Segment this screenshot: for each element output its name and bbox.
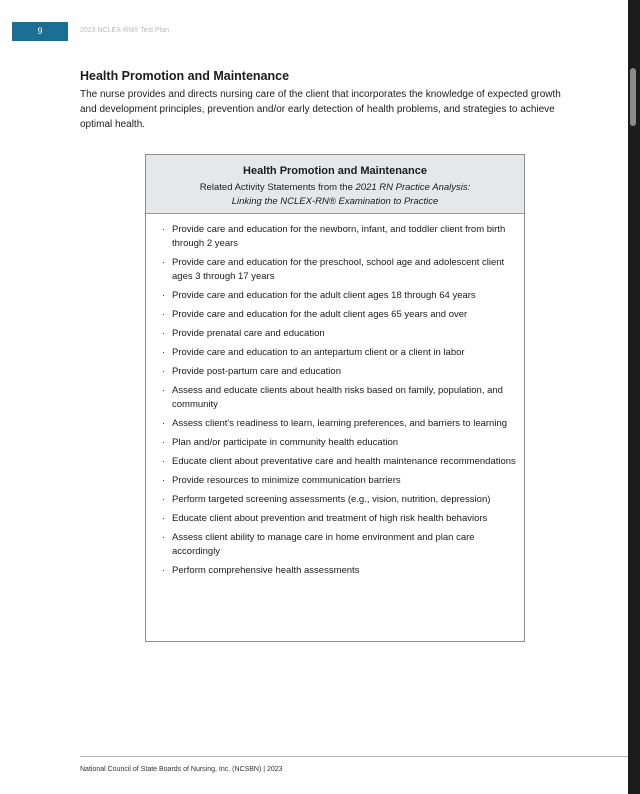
- list-item: [162, 564, 516, 578]
- list-item-text: Provide care and education for the adult client ages 18 through 64 years: [172, 290, 476, 301]
- list-item-text: Plan and/or participate in community health education: [172, 437, 399, 448]
- list-item-text: Assess client ability to manage care in home environment and plan care accordingly: [172, 532, 475, 557]
- bullet-icon: ·: [162, 290, 166, 301]
- activity-list: [146, 214, 524, 578]
- box-header: [146, 155, 524, 214]
- box-subtitle-prefix: Related Activity Statements from the: [199, 182, 356, 193]
- activity-statements-box: [145, 154, 525, 642]
- list-item-text: Provide resources to minimize communication barriers: [172, 475, 401, 486]
- list-item-text: Provide post-partum care and education: [172, 366, 341, 377]
- bullet-icon: ·: [162, 224, 166, 235]
- bullet-icon: ·: [162, 532, 166, 543]
- list-item-text: Perform comprehensive health assessments: [172, 565, 360, 576]
- running-header: 2023 NCLEX-RN® Test Plan: [80, 27, 170, 34]
- list-item-text: Perform targeted screening assessments (e.g., vision, nutrition, depression): [172, 494, 491, 505]
- box-subtitle-italic-1: 2021 RN Practice Analysis:: [355, 182, 471, 193]
- bullet-icon: ·: [162, 456, 166, 467]
- list-item: [162, 256, 516, 284]
- list-item: [162, 417, 516, 431]
- list-item: [162, 474, 516, 488]
- list-item-text: Provide care and education for the newborn, infant, and toddler client from birth through 2 years: [172, 224, 506, 249]
- bullet-icon: ·: [162, 494, 166, 505]
- bullet-icon: ·: [162, 565, 166, 576]
- list-item: [162, 289, 516, 303]
- list-item: [162, 365, 516, 379]
- box-subtitle: [146, 181, 524, 209]
- list-item: [162, 531, 516, 559]
- bullet-icon: ·: [162, 328, 166, 339]
- bullet-icon: ·: [162, 257, 166, 268]
- list-item-text: Provide care and education to an antepartum client or a client in labor: [172, 347, 465, 358]
- list-item: [162, 436, 516, 450]
- bullet-icon: ·: [162, 475, 166, 486]
- list-item: [162, 455, 516, 469]
- list-item-text: Educate client about preventative care and health maintenance recommendations: [172, 456, 516, 467]
- bullet-icon: ·: [162, 347, 166, 358]
- bullet-icon: ·: [162, 385, 166, 396]
- list-item: [162, 223, 516, 251]
- section-intro: The nurse provides and directs nursing care of the client that incorporates the knowledge of expected growth and development principles, prevention and/or early detection of health problems, and strategies to achieve optimal health.: [80, 89, 561, 130]
- list-item: [162, 384, 516, 412]
- list-item-text: Assess and educate clients about health risks based on family, population, and community: [172, 385, 503, 410]
- scrollbar-thumb[interactable]: [630, 68, 636, 126]
- box-subtitle-italic-2: Linking the NCLEX-RN® Examination to Practice: [231, 196, 439, 207]
- vertical-scrollbar[interactable]: [628, 0, 640, 794]
- list-item: [162, 308, 516, 322]
- bullet-icon: ·: [162, 366, 166, 377]
- list-item-text: Assess client's readiness to learn, learning preferences, and barriers to learning: [172, 418, 508, 429]
- footer-text: National Council of State Boards of Nursing, Inc. (NCSBN) | 2023: [80, 766, 283, 773]
- list-item: [162, 512, 516, 526]
- list-item: [162, 493, 516, 507]
- list-item-text: Educate client about prevention and treatment of high risk health behaviors: [172, 513, 488, 524]
- bullet-icon: ·: [162, 309, 166, 320]
- page-number-tab: 9: [12, 22, 68, 41]
- list-item-text: Provide care and education for the adult client ages 65 years and over: [172, 309, 468, 320]
- bullet-icon: ·: [162, 437, 166, 448]
- bullet-icon: ·: [162, 418, 166, 429]
- list-item-text: Provide care and education for the preschool, school age and adolescent client ages 3 through 17 years: [172, 257, 505, 282]
- footer-divider: [80, 756, 628, 757]
- list-item-text: Provide prenatal care and education: [172, 328, 325, 339]
- list-item: [162, 327, 516, 341]
- box-title: Health Promotion and Maintenance: [243, 165, 427, 177]
- bullet-icon: ·: [162, 513, 166, 524]
- section-heading: Health Promotion and Maintenance: [80, 69, 290, 83]
- list-item: [162, 346, 516, 360]
